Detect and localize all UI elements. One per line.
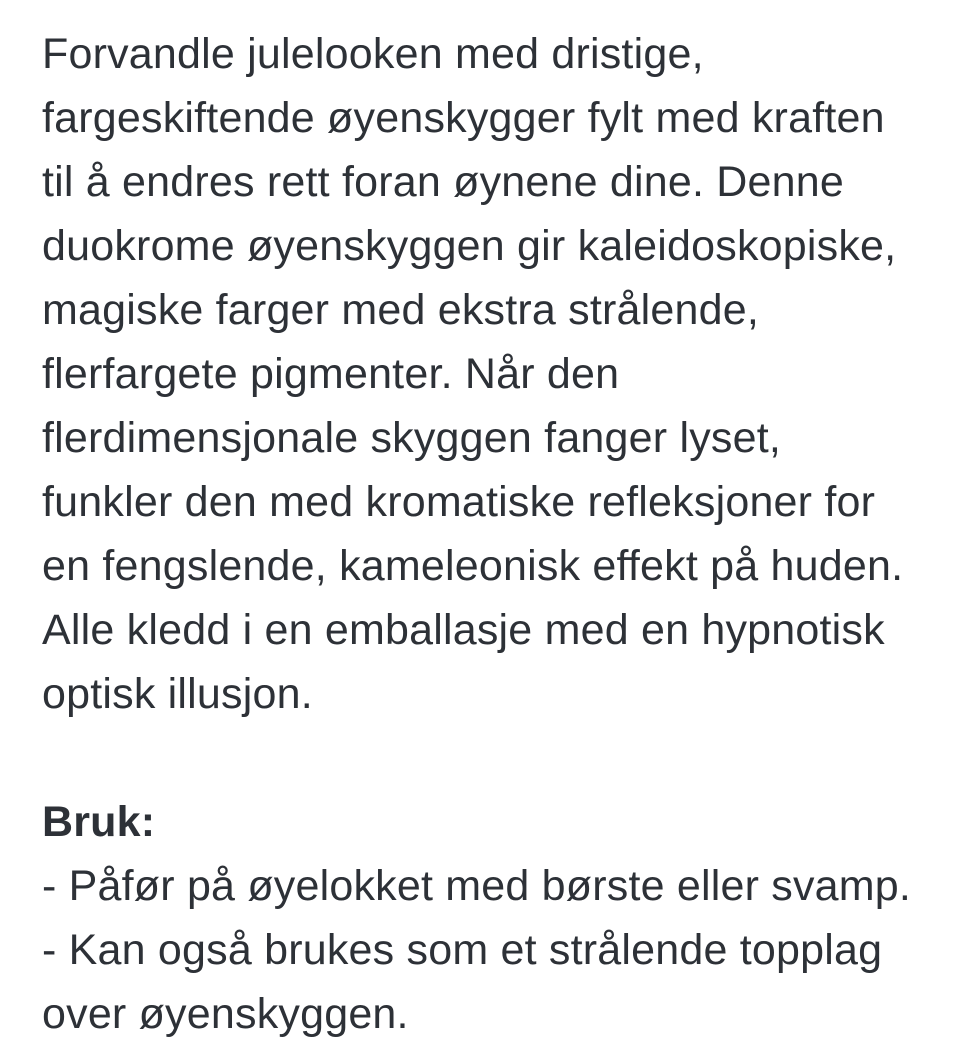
usage-instruction-apply: - Påfør på øyelokket med børste eller svamp. [42, 862, 912, 910]
description-paragraph: Forvandle julelooken med dristige, fargeskiftende øyenskygger fylt med kraften til å endres rett foran øynene dine. Denne duokrome øyenskyggen gir kaleidoskopiske, magiske farger med ekstra strålende, flerfargete pigmenter. Når den flerdimensjonale skyggen fanger lyset, funkler den med kromatiske refleksjoner for en fengslende, kameleonisk effekt på huden. Alle kledd i en emballasje med en hypnotisk optisk illusjon. [42, 30, 904, 718]
usage-heading: Bruk: [42, 798, 156, 846]
usage-instruction-toplayer: - Kan også brukes som et strålende topplag over øyenskyggen. [42, 926, 883, 1038]
